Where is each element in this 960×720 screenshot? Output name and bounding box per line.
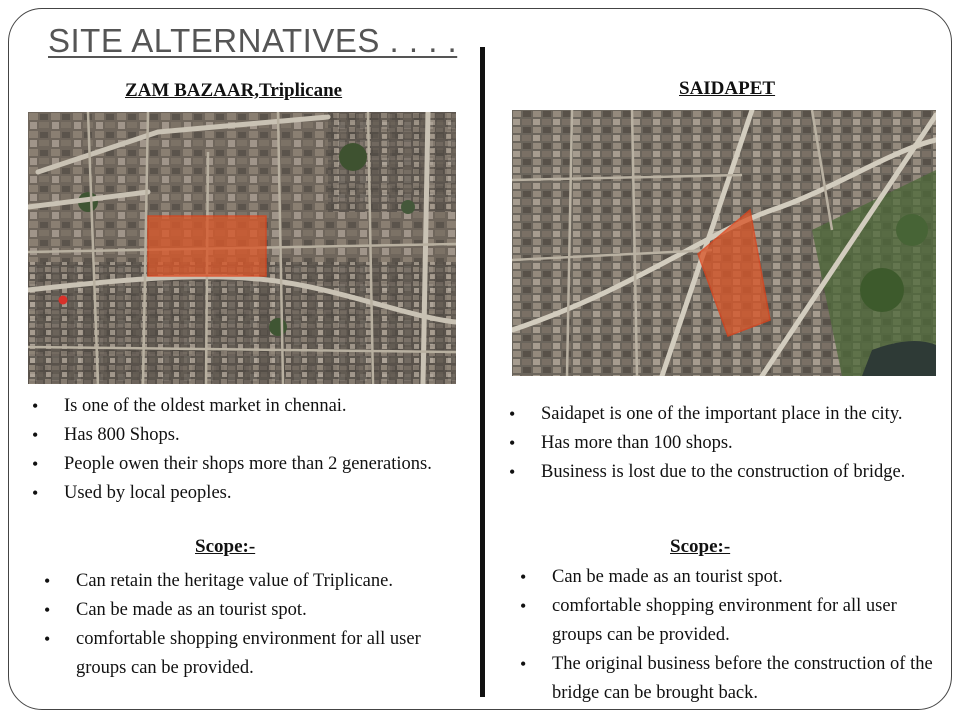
- list-item: • Can retain the heritage value of Triplicane.: [40, 567, 470, 596]
- left-scope-list: [40, 567, 470, 683]
- zam-bazaar-map-image: [28, 112, 456, 384]
- left-points-list: [28, 392, 448, 508]
- list-item: • Can be made as an tourist spot.: [516, 563, 948, 592]
- left-scope-label: Scope:-: [195, 536, 256, 557]
- right-points-list: [505, 400, 935, 487]
- left-site-heading: ZAM BAZAAR,Triplicane: [125, 80, 343, 101]
- list-item: • Is one of the oldest market in chennai.: [28, 392, 448, 421]
- slide-title: SITE ALTERNATIVES . . . .: [48, 22, 458, 59]
- list-item: • Saidapet is one of the important place in the city.: [505, 400, 935, 429]
- list-item: • People owen their shops more than 2 generations.: [28, 450, 448, 479]
- list-item: • Can be made as an tourist spot.: [40, 596, 470, 625]
- column-divider: [480, 47, 485, 697]
- right-scope-label: Scope:-: [670, 536, 731, 557]
- list-item: • comfortable shopping environment for all user groups can be provided.: [40, 625, 470, 683]
- list-item: • comfortable shopping environment for all user groups can be provided.: [516, 592, 948, 650]
- list-item: • Has more than 100 shops.: [505, 429, 935, 458]
- right-scope-list: [516, 563, 948, 708]
- list-item: • Has 800 Shops.: [28, 421, 448, 450]
- list-item: • Used by local peoples.: [28, 479, 448, 508]
- list-item: • The original business before the construction of the bridge can be brought back.: [516, 650, 948, 708]
- zam-bazaar-satellite-map: [28, 112, 456, 384]
- list-item: • Business is lost due to the construction of bridge.: [505, 458, 935, 487]
- saidapet-satellite-map: [512, 110, 936, 376]
- saidapet-map-image: [512, 110, 936, 376]
- right-site-heading: SAIDAPET: [679, 78, 776, 99]
